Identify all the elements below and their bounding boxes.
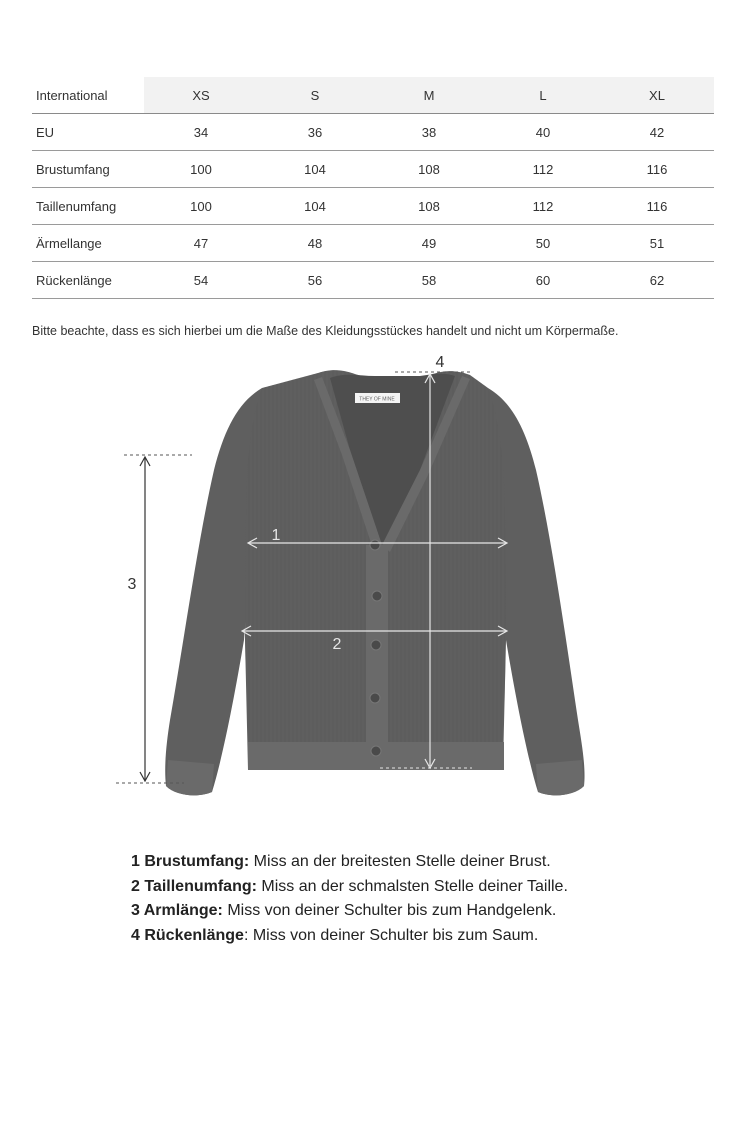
legend-desc: : Miss von deiner Schulter bis zum Saum. xyxy=(243,926,539,944)
button xyxy=(371,640,381,650)
table-row xyxy=(32,225,714,262)
measurement-legend xyxy=(131,850,731,948)
legend-item-2 xyxy=(131,875,731,900)
table-row xyxy=(32,151,714,188)
legend-desc: Miss an der schmalsten Stelle deiner Taille. xyxy=(256,877,568,895)
table-cell: 36 xyxy=(258,114,372,151)
legend-item-3 xyxy=(131,899,731,924)
size-m: M xyxy=(372,77,486,114)
row-label: Taillenumfang xyxy=(32,188,144,225)
table-cell: 112 xyxy=(486,188,600,225)
button xyxy=(371,746,381,756)
row-label: Rückenlänge xyxy=(32,262,144,299)
row-label: Ärmellange xyxy=(32,225,144,262)
left-cuff xyxy=(166,760,214,795)
row-label: Brustumfang xyxy=(32,151,144,188)
table-cell: 100 xyxy=(144,151,258,188)
table-cell: 104 xyxy=(258,151,372,188)
table-row xyxy=(32,114,714,151)
table-cell: 49 xyxy=(372,225,486,262)
measure-2-label: 2 xyxy=(332,636,342,653)
legend-item-4 xyxy=(131,924,731,949)
legend-term: 3 Armlänge: xyxy=(131,902,223,919)
legend-item-1 xyxy=(131,850,731,875)
size-xl: XL xyxy=(600,77,714,114)
table-cell: 108 xyxy=(372,188,486,225)
table-cell: 116 xyxy=(600,188,714,225)
table-cell: 104 xyxy=(258,188,372,225)
right-cuff xyxy=(536,760,584,795)
table-cell: 100 xyxy=(144,188,258,225)
measure-4-label: 4 xyxy=(435,354,445,371)
brand-tag-text: THEY OF MINE xyxy=(359,396,395,403)
measurement-note: Bitte beachte, dass es sich hierbei um die Maße des Kleidungsstückes handelt und nicht um Körpermaße. xyxy=(32,324,619,338)
table-cell: 54 xyxy=(144,262,258,299)
table-cell: 116 xyxy=(600,151,714,188)
table-cell: 34 xyxy=(144,114,258,151)
button xyxy=(370,693,380,703)
table-row xyxy=(32,262,714,299)
measure-1-label: 1 xyxy=(271,527,281,544)
table-cell: 51 xyxy=(600,225,714,262)
table-cell: 47 xyxy=(144,225,258,262)
size-s: S xyxy=(258,77,372,114)
size-table xyxy=(32,77,714,299)
table-cell: 40 xyxy=(486,114,600,151)
legend-term: 1 Brustumfang: xyxy=(131,853,250,870)
legend-desc: Miss von deiner Schulter bis zum Handgelenk. xyxy=(222,902,557,919)
table-header-row xyxy=(32,77,714,114)
table-cell: 50 xyxy=(486,225,600,262)
size-l: L xyxy=(486,77,600,114)
measure-3-label: 3 xyxy=(127,576,137,593)
cardigan-measurement-figure xyxy=(0,345,750,815)
table-row xyxy=(32,188,714,225)
legend-term: 2 Taillenumfang: xyxy=(131,877,257,895)
table-cell: 48 xyxy=(258,225,372,262)
size-xs: XS xyxy=(144,77,258,114)
button-placket xyxy=(366,545,388,769)
legend-term: 4 Rückenlänge xyxy=(131,926,244,944)
table-cell: 62 xyxy=(600,262,714,299)
table-cell: 112 xyxy=(486,151,600,188)
header-label: International xyxy=(32,77,144,114)
button xyxy=(372,591,382,601)
table-cell: 60 xyxy=(486,262,600,299)
button xyxy=(370,540,380,550)
table-cell: 58 xyxy=(372,262,486,299)
row-label: EU xyxy=(32,114,144,151)
table-cell: 38 xyxy=(372,114,486,151)
table-cell: 56 xyxy=(258,262,372,299)
table-cell: 42 xyxy=(600,114,714,151)
legend-desc: Miss an der breitesten Stelle deiner Brust. xyxy=(249,853,551,870)
table-cell: 108 xyxy=(372,151,486,188)
